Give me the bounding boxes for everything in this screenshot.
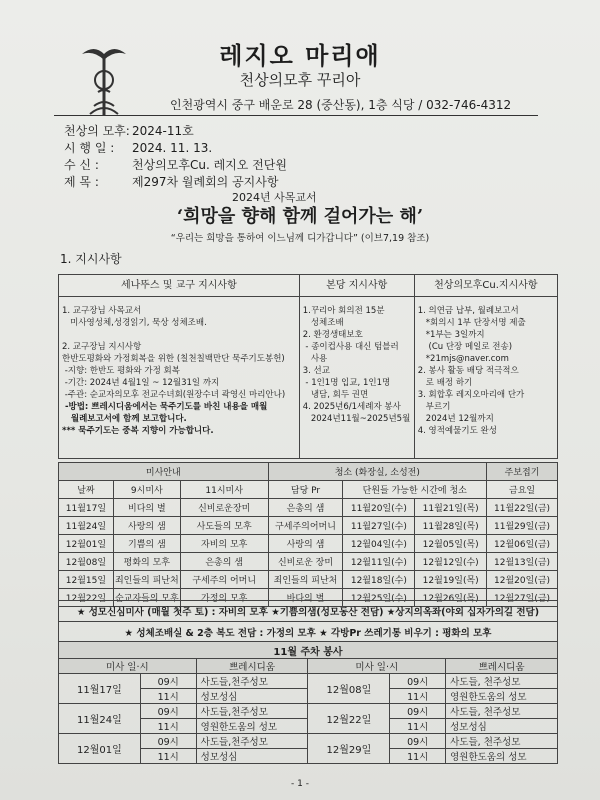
col-pr: 담당 Pr: [268, 481, 343, 499]
mass-row: [59, 517, 558, 535]
instruction-line: - 1인1명 입교, 1인1명: [302, 378, 391, 388]
service-praesidium: 성모성심: [196, 689, 308, 704]
meta-value: 2024-11호: [132, 124, 194, 138]
meta-label: 수 신 :: [64, 158, 99, 172]
section-heading: 1. 지시사항: [60, 252, 122, 266]
service-time: 09시: [390, 674, 446, 689]
service-praesidium: 사도들,천주성모: [196, 704, 308, 719]
service-date: 12월22일: [308, 704, 390, 734]
header-diocese: 세나뚜스 및 교구 지시사항: [59, 275, 300, 297]
instruction-line: -기간: 2024년 4월1일 ~ 12월31일 까지: [62, 378, 220, 388]
mass-cell: 바다의 별: [268, 589, 343, 607]
bulletin-header: 주보접기: [487, 463, 558, 481]
notice-line: ★ 성모신심미사 (매월 첫주 토) : 자비의 모후 ★기쁨의샘(성모동산 전담) ★상지의옥좌(야외 십자가의길 전담): [59, 601, 558, 622]
col-praesidium: 쁘레시디움: [196, 659, 308, 674]
service-time: 09시: [390, 734, 446, 749]
meta-label: 시 행 일 :: [64, 141, 115, 155]
col-mass-time: 미사 일·시: [59, 659, 197, 674]
diocese-instructions: [59, 297, 300, 459]
mass-cell: 12월08일: [59, 553, 114, 571]
service-time: 11시: [390, 689, 446, 704]
instruction-line: 4. 영적예물기도 완성: [417, 426, 497, 436]
mass-cell: 순교자들의 모후: [113, 589, 180, 607]
service-time: 09시: [140, 674, 196, 689]
mass-cell: 12월18일(수): [343, 571, 415, 589]
service-praesidium: 사도들,천주성모: [196, 674, 308, 689]
mass-cell: 12월05일(목): [415, 535, 487, 553]
mass-cell: 사랑의 샘: [113, 517, 180, 535]
col-11am: 11시미사: [180, 481, 268, 499]
instruction-line: 3. 선교: [302, 366, 330, 376]
mass-cell: 12월15일: [59, 571, 114, 589]
mass-rows: [59, 499, 558, 607]
meta-value: 천상의모후Cu. 레지오 전단원: [132, 158, 287, 172]
instruction-line: *21mjs@naver.com: [417, 354, 509, 364]
instruction-line: 부르기: [417, 402, 451, 412]
mass-cell: 구세주의 어머니: [180, 571, 268, 589]
meta-label: 천상의 모후:: [64, 124, 130, 138]
mass-cell: 평화의 모후: [113, 553, 180, 571]
instruction-line: 1. 의연금 납부, 월례보고서: [417, 306, 519, 316]
service-row: [59, 734, 558, 749]
mass-cell: 12월25일(수): [343, 589, 415, 607]
service-rows: [59, 674, 558, 764]
instruction-line: -주관: 순교자의모후 전교수녀회(원장수녀 곽영신 마리안나): [62, 390, 286, 400]
mass-row: [59, 571, 558, 589]
curia-instructions: [414, 297, 557, 459]
address-line: 인천광역시 중구 배운로 28 (중산동), 1층 식당 / 032-746-4312: [170, 98, 512, 112]
col-9am: 9시미사: [113, 481, 180, 499]
curia-name: 천상의모후 꾸리아: [239, 71, 361, 89]
mass-cell: 12월13일(금): [487, 553, 558, 571]
mass-cell: 사도들의 모후: [180, 517, 268, 535]
instruction-line: 4. 2025년6/1세례자 봉사: [302, 402, 401, 412]
mass-cell: 비다의 별: [113, 499, 180, 517]
mass-guide-header: 미사안내: [59, 463, 269, 481]
instruction-line: 한반도평화와 가정회복을 위한 (칠천칠백만단 묵주기도봉헌): [62, 354, 285, 364]
mass-cell: 12월11일(수): [343, 553, 415, 571]
mass-row: [59, 535, 558, 553]
service-date: 11월17일: [59, 674, 141, 704]
instruction-line: -지향: 한반도 평화와 가정 회복: [62, 366, 180, 376]
instruction-line: [62, 329, 296, 341]
mass-cell: 11월24일: [59, 517, 114, 535]
mass-cell: 11월27일(수): [343, 517, 415, 535]
col-friday: 금요일: [487, 481, 558, 499]
mass-cleaning-table: [58, 462, 558, 607]
service-time: 11시: [390, 749, 446, 764]
instruction-line: 사용: [302, 354, 328, 364]
instruction-line: 3. 회합후 레지오마리애 단가: [417, 390, 525, 400]
page-number: - 1 -: [291, 779, 309, 789]
service-time: 09시: [140, 734, 196, 749]
service-time: 11시: [140, 719, 196, 734]
mass-cell: 12월06일(금): [487, 535, 558, 553]
meta-subject: [64, 173, 278, 190]
mass-cell: 죄인들의 피난처: [268, 571, 343, 589]
instruction-line: *** 묵주기도는 중복 지향이 가능합니다.: [62, 426, 214, 436]
mass-cell: 12월04일(수): [343, 535, 415, 553]
instruction-line: 2. 봉사 활동 배당 적극적으: [417, 366, 519, 376]
cleaning-header: 청소 (화장실, 소성전): [268, 463, 487, 481]
mass-cell: 은총의 샘: [268, 499, 343, 517]
mass-row: [59, 553, 558, 571]
instruction-line: 1.꾸리아 회의전 15분: [302, 306, 385, 316]
mass-cell: 12월20일(금): [487, 571, 558, 589]
service-date: 12월29일: [308, 734, 390, 764]
service-praesidium: 성모성심: [196, 749, 308, 764]
col-date: 날짜: [59, 481, 114, 499]
pastoral-letter-year: 2024년 사목교서: [232, 191, 317, 204]
instruction-line: 2024년 12월까지: [417, 414, 494, 424]
mass-cell: 은총의 샘: [180, 553, 268, 571]
mass-cell: 11월17일: [59, 499, 114, 517]
mass-row: [59, 499, 558, 517]
notice-table: [58, 600, 558, 643]
mass-cell: 12월26일(목): [415, 589, 487, 607]
header-parish: 본당 지시사항: [299, 275, 414, 297]
service-praesidium: 영원한도움의 성모: [446, 689, 558, 704]
instruction-line: 냉담, 회두 권면: [302, 390, 369, 400]
meta-date: [64, 139, 212, 156]
service-time: 09시: [390, 704, 446, 719]
mass-cell: 가정의 모후: [180, 589, 268, 607]
service-praesidium: 사도들, 천주성모: [446, 674, 558, 689]
service-praesidium: 사도들,천주성모: [196, 734, 308, 749]
parish-instructions: [299, 297, 414, 459]
instruction-line: - 종이컵사용 대신 텀블러: [302, 342, 399, 352]
mass-cell: 12월12일(수): [415, 553, 487, 571]
instruction-line: 2024년11월~2025년5월: [302, 414, 411, 424]
instruction-line: 2. 환경생태보호: [302, 330, 363, 340]
col-praesidium: 쁘레시디움: [446, 659, 558, 674]
mass-cell: 사랑의 샘: [268, 535, 343, 553]
mass-cell: 신비로운 장미: [268, 553, 343, 571]
mass-cell: 12월22일: [59, 589, 114, 607]
notice-line: ★ 성체조배실 & 2층 복도 전담 : 가정의 모후 ★ 각방Pr 쓰레기통 비우기 : 평화의 모후: [59, 622, 558, 643]
service-date: 11월24일: [59, 704, 141, 734]
instruction-line: -방법: 쁘레시디움에서는 묵주기도를 바친 내용을 매월: [62, 402, 268, 412]
instruction-line: 1. 교구장님 사목교서: [62, 306, 142, 316]
header-divider: [54, 115, 538, 116]
meta-issue: [64, 122, 194, 139]
header-curia: 천상의모후Cu.지시사항: [414, 275, 557, 297]
col-cleaning: 단원들 가능한 시간에 청소: [343, 481, 487, 499]
service-praesidium: 성모성심: [446, 719, 558, 734]
instruction-line: *회의시 1부 단장서명 제출: [417, 318, 526, 328]
service-praesidium: 영원한도움의 성모: [196, 719, 308, 734]
service-date: 12월08일: [308, 674, 390, 704]
service-praesidium: 영원한도움의 성모: [446, 749, 558, 764]
instruction-line: 2. 교구장님 지시사항: [62, 342, 142, 352]
instruction-line: 월례보고서에 함께 보고합니다.: [62, 414, 187, 424]
meta-value: 제297차 월례회의 공지사항: [132, 175, 279, 189]
service-row: [59, 704, 558, 719]
mass-cell: 자비의 모후: [180, 535, 268, 553]
meta-value: 2024. 11. 13.: [132, 141, 213, 155]
instruction-line: *1부는 3일까지: [417, 330, 485, 340]
page-title: 레지오 마리애: [219, 42, 381, 70]
mass-cell: 12월01일: [59, 535, 114, 553]
service-time: 09시: [140, 704, 196, 719]
service-date: 12월01일: [59, 734, 141, 764]
mass-cell: 11월28일(목): [415, 517, 487, 535]
mass-cell: 기쁨의 샘: [113, 535, 180, 553]
meta-label: 제 목 :: [64, 175, 99, 189]
theme-quote: “우리는 희망을 통하여 이느님께 디가갑니다” (이브7,19 참조): [170, 233, 430, 244]
mass-cell: 11월21일(목): [415, 499, 487, 517]
service-time: 11시: [140, 689, 196, 704]
instruction-line: 로 배정 하기: [417, 378, 473, 388]
instructions-table: [58, 274, 558, 459]
instruction-line: 미사영성체,성경읽기, 묵상 성체조배.: [62, 318, 207, 328]
mass-cell: 12월19일(목): [415, 571, 487, 589]
service-table: [58, 641, 558, 764]
instruction-line: (Cu 단장 메일로 전송): [417, 342, 513, 352]
mass-cell: 11월22일(금): [487, 499, 558, 517]
service-title: 11월 주차 봉사: [59, 642, 558, 659]
mass-cell: 죄인들의 피난처: [113, 571, 180, 589]
col-mass-time: 미사 일·시: [308, 659, 446, 674]
service-row: [59, 674, 558, 689]
mass-cell: 12월27일(금): [487, 589, 558, 607]
service-praesidium: 사도들, 천주성모: [446, 734, 558, 749]
service-praesidium: 사도들, 천주성모: [446, 704, 558, 719]
mass-cell: 11월29일(금): [487, 517, 558, 535]
meta-recipient: [64, 156, 287, 173]
service-time: 11시: [390, 719, 446, 734]
yearly-theme: ‘희망을 향해 함께 걸어가는 해’: [176, 206, 424, 227]
mass-cell: 구세주의어머니: [268, 517, 343, 535]
instruction-line: 성체조배: [302, 318, 344, 328]
mass-cell: 신비로운장미: [180, 499, 268, 517]
mass-cell: 11월20일(수): [343, 499, 415, 517]
service-time: 11시: [140, 749, 196, 764]
